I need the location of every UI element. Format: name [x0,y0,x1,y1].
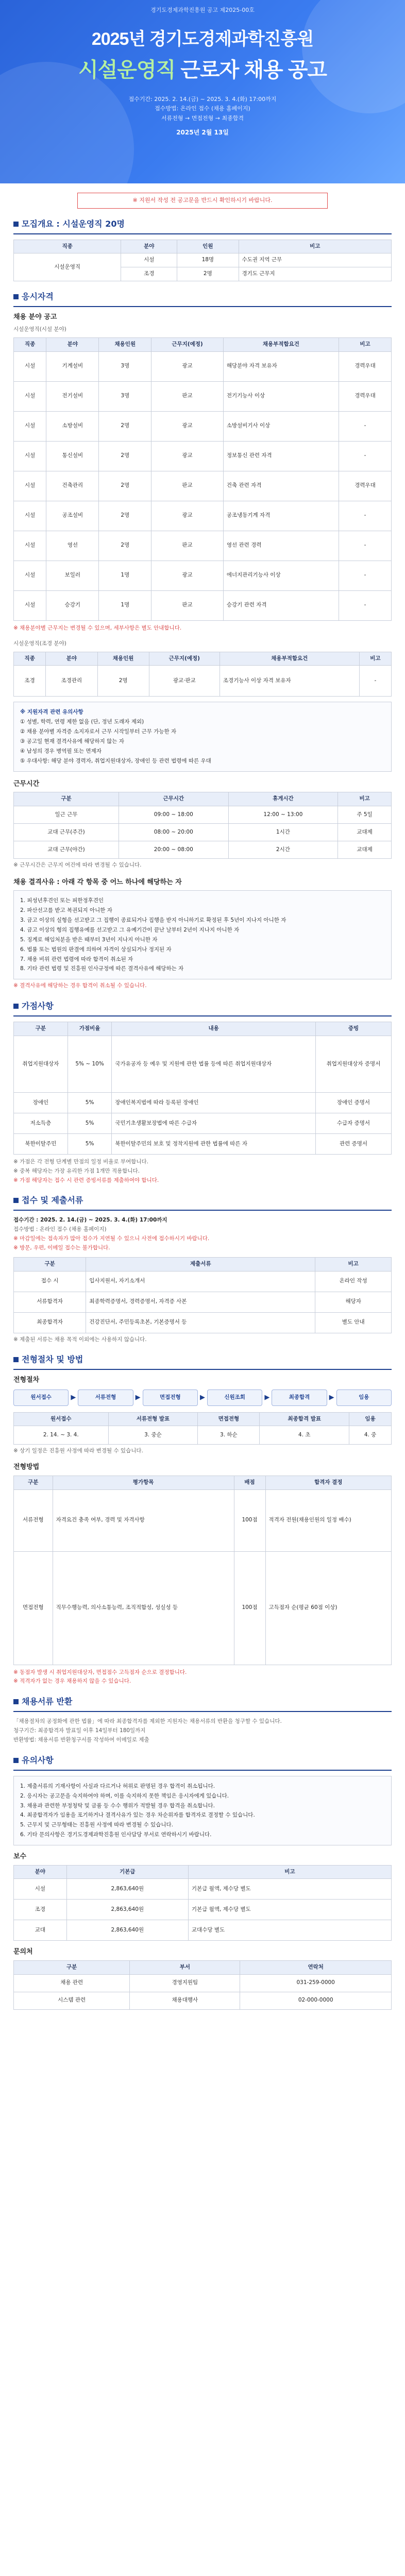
application-period: 접수기간 : 2025. 2. 14.(금) ~ 2025. 3. 4.(화) 17:00까지 [13,1217,167,1224]
sub-title: 채용 분야 공고 [13,313,57,321]
pay-table: 분야 기본급 비고 시설 2,863,640원 기본급 월액, 제수당 별도 조경 2,863,640원 기본급 월액, 제수당 별도 교대 2,863,640원 교대수당 별도 [13,1865,392,1941]
table-row: 저소득층 5% 국민기초생활보장법에 따른 수급자 수급자 증명서 [14,1113,392,1133]
arrow-right-icon: ▶ [71,1394,76,1402]
section-title: 전형절차 및 방법 [13,1353,392,1370]
process-flow [13,1389,392,1406]
disqualification-box: 1. 피성년후견인 또는 피한정후견인 2. 파산선고를 받고 복권되지 아니한 자 3. 금고 이상의 실형을 선고받고 그 집행이 종료되거나 집행을 받지 아니하기로 확정된 후 5년이 지나지 아니한 자 4. 금고 이상의 형의 집행유예를 선고받고 그 유예기간이 끝난 날부터 2년이 지나지 아니한 자 5. 징계로 해임처분을 받은 때부터 3년이 지나지 아니한 자 6. 법률 또는 법원의 판결에 의하여 자격이 상실되거나 정지된 자 7. 채용 비위 관련 법령에 따라 합격이 취소된 자 8. 기타 관련 법령 및 진흥원 인사규정에 따른 결격사유에 해당하는 자 [13,890,392,979]
bullet-icon [13,1198,19,1203]
qualification-table: 직종 분야 채용인원 근무지(예정) 채용부적합요건 비고 시설 기계설비 3명 광교 해당분야 자격 보유자 경력우대 시설 전기설비 3명 판교 전기기능사 이상 경력우대 시설 소방설비 2명 광교 소방설비기사 이상 - 시설 통신설비 2명 광교 정보통신 관련 자격 - 시설 건축관리 2명 판교 건축 관련 자격 경력우대 시설 공조설비 2명 광교 공조냉동기계 자격 - 시설 영선 2명 판교 영선 관련 경력 - 시설 보일러 1명 광교 에너지관리기능사 이상 - 시설 승강기 1명 판교 승강기 관련 자격 - [13,337,392,621]
flow-step: 면접전형 [143,1389,198,1406]
table-row: 시설 통신설비 2명 광교 정보통신 관련 자격 - [14,441,392,471]
notice-bar: ※ 지원서 작성 전 공고문을 반드시 확인하시기 바랍니다. [77,193,328,209]
table-row: 북한이탈주민 5% 북한이탈주민의 보호 및 정착지원에 관한 법률에 따른 자 관련 증명서 [14,1133,392,1154]
bullet-icon [13,1357,19,1362]
sub-title: 전형방법 [13,1463,40,1471]
table-row: 서류전형 자격요건 충족 여부, 경력 및 자격사항 100점 적격자 전원(채용인원의 일정 배수) [14,1489,392,1551]
return-line: 반환방법: 채용서류 반환청구서를 작성하여 이메일로 제출 [13,1736,149,1743]
bullet-icon [13,1004,19,1009]
table-row: 최종합격자 건강진단서, 주민등록초본, 기본증명서 등 별도 안내 [14,1312,392,1333]
hours-table: 구분 근무시간 휴게시간 비고 일근 근무 09:00 ~ 18:00 12:00 ~ 13:00 주 5일 교대 근무(주간) 08:00 ~ 20:00 1시간 교대제 교대 근무(야간) 20:00 ~ 08:00 2시간 교대제 [13,792,392,859]
section-title: 가점사항 [13,1000,392,1016]
hero-subtitle [0,55,405,86]
table-row: 조경 2명 경기도 근무지 [14,267,392,281]
table-row: 시설 2,863,640원 기본급 월액, 제수당 별도 [14,1879,392,1900]
table-row: 시설 공조설비 2명 광교 공조냉동기계 자격 - [14,501,392,531]
table-row: 서류합격자 최종학력증명서, 경력증명서, 자격증 사본 해당자 [14,1292,392,1312]
footnote: ※ 적격자가 없는 경우 채용하지 않을 수 있습니다. [13,1678,131,1685]
table-row: 2. 14. ~ 3. 4. 3. 중순 3. 하순 4. 초 4. 중 [14,1426,392,1445]
notes: ※ 가점은 각 전형 단계별 만점의 일정 비율로 부여합니다. ※ 중복 해당자는 가장 유리한 가점 1개만 적용합니다. ※ 가점 해당자는 접수 시 관련 증빙서류를 제출하여야 합니다. [13,1158,159,1183]
table-row: 시설 전기설비 3명 판교 전기기능사 이상 경력우대 [14,381,392,411]
table-row: 장애인 5% 장애인복지법에 따라 등록된 장애인 장애인 증명서 [14,1092,392,1113]
table-row: 시설 보일러 1명 광교 에너지관리기능사 이상 - [14,561,392,590]
table-row: 일근 근무 09:00 ~ 18:00 12:00 ~ 13:00 주 5일 [14,806,392,823]
footnote: ※ 결격사유에 해당하는 경우 합격이 취소될 수 있습니다. [13,982,147,989]
contact-table: 구분 부서 연락처 채용 관련 경영지원팀 031-259-0000 시스템 관련 채용대행사 02-000-0000 [13,1960,392,2010]
table-row: 시설운영직 시설 18명 수도권 지역 근무 [14,253,392,267]
sub-title: 채용 결격사유 : 아래 각 항목 중 어느 하나에 해당하는 자 [13,878,182,886]
footnote: ※ 근무시간은 근무지 여건에 따라 변경될 수 있습니다. [13,861,142,868]
qualification-table-2: 직종 분야 채용인원 근무지(예정) 채용부적합요건 비고 조경 조경관리 2명 광교·판교 조경기능사 이상 자격 보유자 - [13,652,392,697]
return-line: 청구기간: 최종합격자 발표일 이후 14일부터 180일까지 [13,1727,146,1734]
section-title: 모집개요 : 시설운영직 20명 [13,218,392,234]
hero-summary [0,95,405,124]
table-row: 시설 소방설비 2명 광교 소방설비기사 이상 - [14,411,392,441]
table-row: 시설 기계설비 3명 광교 해당분야 자격 보유자 경력우대 [14,351,392,381]
section-bonus [0,991,405,1185]
table-intro: 시설운영직(조경 분야) [13,640,66,647]
bullet-icon [13,1758,19,1763]
table-header: 비고 [239,240,392,253]
table-row: 면접전형 직무수행능력, 의사소통능력, 조직적합성, 성실성 등 100점 고득점자 순(평균 60점 이상) [14,1551,392,1665]
flow-step: 원서접수 [13,1389,69,1406]
notice-number: 경기도경제과학진흥원 공고 제2025-00호 [150,7,255,13]
footnote: ※ 제출된 서류는 채용 목적 이외에는 사용하지 않습니다. [13,1336,147,1343]
section-process [0,1344,405,1686]
arrow-right-icon: ▶ [264,1394,270,1402]
sub-title: 전형절차 [13,1376,40,1384]
flow-step: 최종합격 [272,1389,327,1406]
hero-summary-line: 접수방법: 온라인 접수 (채용 홈페이지) [155,105,250,112]
bullet-icon [13,222,19,227]
application-note: ※ 마감일에는 접속자가 많아 접수가 지연될 수 있으니 사전에 접수하시기 바랍니다. [13,1235,210,1242]
table-row: 시스템 관련 채용대행사 02-000-0000 [14,1992,392,2009]
table-row: 취업지원대상자 5% ~ 10% 국가유공자 등 예우 및 지원에 관한 법률 등에 따른 취업지원대상자 취업지원대상자 증명서 [14,1036,392,1092]
arrow-right-icon: ▶ [329,1394,334,1402]
section-application [0,1185,405,1344]
schedule-table: 원서접수 서류전형 발표 면접전형 최종합격 발표 임용 2. 14. ~ 3. 4. 3. 중순 3. 하순 4. 초 4. 중 [13,1412,392,1445]
section-title: 응시자격 [13,291,392,307]
notes-box: ※ 지원자격 관련 유의사항 ① 성별, 학력, 연령 제한 없음 (단, 정년 도래자 제외) ② 채용 분야별 자격증 소지자로서 근무 시작일부터 근무 가능한 자 ③ 공고일 현재 결격사유에 해당하지 않는 자 ④ 남성의 경우 병역필 또는 면제자 ⑤ 우대사항: 해당 분야 경력자, 취업지원대상자, 장애인 등 관련 법령에 따른 우대 [13,702,392,771]
flow-step: 서류전형 [78,1389,133,1406]
footnote: ※ 채용분야별 근무지는 변경될 수 있으며, 세부사항은 별도 안내합니다. [13,624,182,631]
table-row: 접수 시 입사지원서, 자기소개서 온라인 작성 [14,1271,392,1292]
table-header: 분야 [121,240,177,253]
flow-step: 임용 [336,1389,392,1406]
method-table: 구분 평가항목 배점 합격자 결정 서류전형 자격요건 충족 여부, 경력 및 자격사항 100점 적격자 전원(채용인원의 일정 배수) 면접전형 직무수행능력, 의사소통능력, 조직적합성, 성실성 등 100점 고득점자 순(평균 60점 이상) [13,1476,392,1665]
section-qualification [0,281,405,991]
section-cautions [0,1745,405,2010]
table-row: 조경 2,863,640원 기본급 월액, 제수당 별도 [14,1900,392,1920]
table-row: 교대 근무(야간) 20:00 ~ 08:00 2시간 교대제 [14,841,392,858]
sub-title: 문의처 [13,1948,33,1956]
hero-summary-line: 접수기간: 2025. 2. 14.(금) ~ 2025. 3. 4.(화) 17:00까지 [128,95,277,103]
bonus-table: 구분 가점비율 내용 증빙 취업지원대상자 5% ~ 10% 국가유공자 등 예우 및 지원에 관한 법률 등에 따른 취업지원대상자 취업지원대상자 증명서 장애인 5% 장애인복지법에 따라 등록된 장애인 장애인 증명서 저소득층 5% 국민기초생활보장법에 따른 수급자 수급자 증명서 북한이탈주민 5% 북한이탈주민의 보호 및 정착지원에 관한 법률에 따른 자 관련 증명서 [13,1022,392,1155]
application-method: 접수방법 : 온라인 접수 (채용 홈페이지) [13,1226,107,1233]
application-note: ※ 방문, 우편, 이메일 접수는 불가합니다. [13,1245,110,1251]
bullet-icon [13,1699,19,1704]
flow-step: 신원조회 [207,1389,262,1406]
hero-banner [0,0,405,183]
section-title: 채용서류 반환 [13,1696,392,1712]
table-header: 인원 [177,240,239,253]
footnote: ※ 동점자 발생 시 취업지원대상자, 면접점수 고득점자 순으로 결정합니다. [13,1669,187,1675]
table-row: 교대 근무(주간) 08:00 ~ 20:00 1시간 교대제 [14,823,392,841]
hero-accent: 시설운영직 [78,58,176,81]
footnote: ※ 상기 일정은 진흥원 사정에 따라 변경될 수 있습니다. [13,1448,143,1454]
section-overview [0,209,405,281]
section-title: 접수 및 제출서류 [13,1194,392,1211]
documents-table: 구분 제출서류 비고 접수 시 입사지원서, 자기소개서 온라인 작성 서류합격자 최종학력증명서, 경력증명서, 자격증 사본 해당자 최종합격자 건강진단서, 주민등록초본, 기본증명서 등 별도 안내 [13,1257,392,1333]
return-line: 「채용절차의 공정화에 관한 법률」에 따라 최종합격자를 제외한 지원자는 채용서류의 반환을 청구할 수 있습니다. [13,1718,282,1725]
bullet-icon [13,294,19,299]
sub-title: 보수 [13,1853,27,1861]
table-row: 채용 관련 경영지원팀 031-259-0000 [14,1974,392,1992]
hero-subtitle-rest: 근로자 채용 공고 [175,58,327,81]
cautions-box: 1. 제출서류의 기재사항이 사실과 다르거나 허위로 판명된 경우 합격이 취소됩니다. 2. 응시자는 공고문을 숙지하여야 하며, 이를 숙지하지 못한 책임은 응시자에게 있습니다. 3. 채용과 관련한 부정청탁 및 금품 등 수수 행위가 적발될 경우 합격을 취소합니다. 4. 최종합격자가 임용을 포기하거나 결격사유가 있는 경우 차순위자를 합격자로 결정할 수 있습니다. 5. 근무지 및 근무형태는 진흥원 사정에 따라 변경될 수 있습니다. 6. 기타 문의사항은 경기도경제과학진흥원 인사담당 부서로 연락하시기 바랍니다. [13,1776,392,1845]
table-row: 시설 영선 2명 판교 영선 관련 경력 - [14,531,392,561]
table-row: 시설 건축관리 2명 판교 건축 관련 자격 경력우대 [14,471,392,501]
hero-title: 2025년 경기도경제과학진흥원 [91,29,314,49]
hero-summary-line: 서류전형 → 면접전형 → 최종합격 [161,114,244,122]
hero-date: 2025년 2월 13일 [176,128,229,136]
section-return [0,1686,405,1745]
table-row: 교대 2,863,640원 교대수당 별도 [14,1920,392,1941]
sub-title: 근무시간 [13,779,40,788]
arrow-right-icon: ▶ [199,1394,205,1402]
overview-table [13,240,392,281]
table-row: 시설 승강기 1명 판교 승강기 관련 자격 - [14,590,392,620]
section-title: 유의사항 [13,1754,392,1771]
table-row: 조경 조경관리 2명 광교·판교 조경기능사 이상 자격 보유자 - [14,666,392,697]
arrow-right-icon: ▶ [135,1394,141,1402]
table-header: 직종 [14,240,121,253]
table-intro: 시설운영직(시설 분야) [13,326,66,333]
